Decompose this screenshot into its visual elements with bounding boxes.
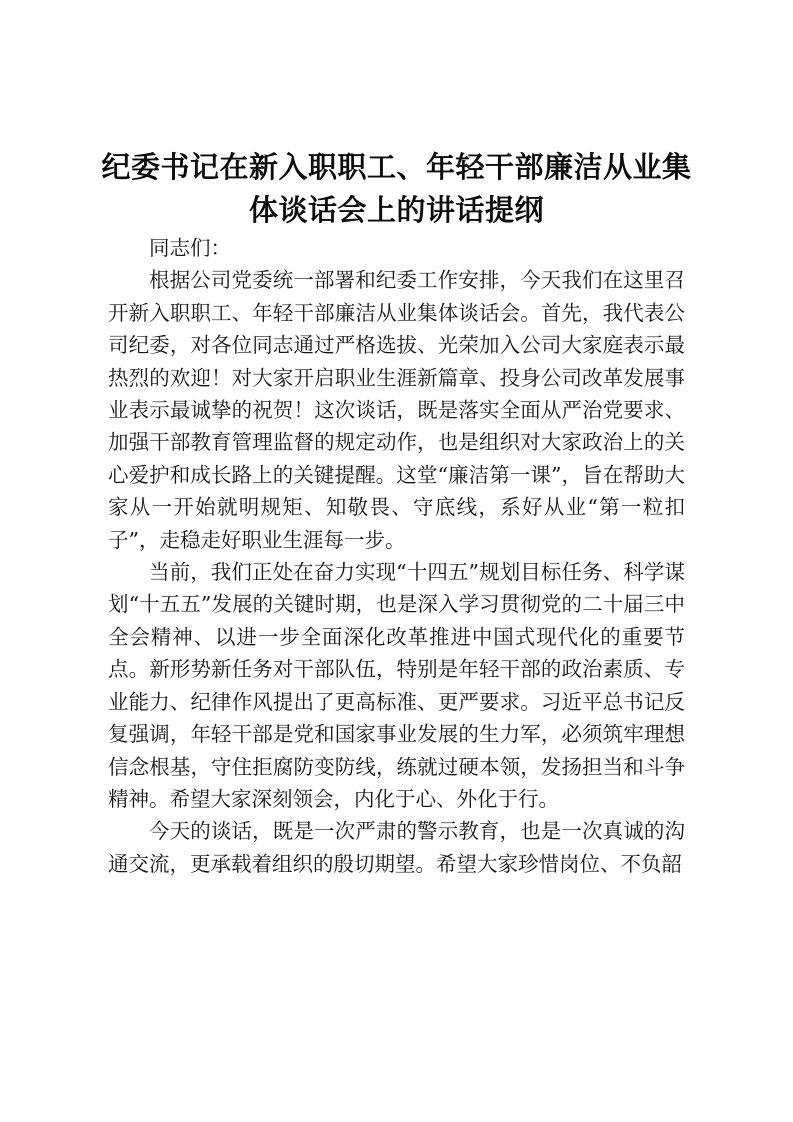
document-title: 纪委书记在新入职职工、年轻干部廉洁从业集体谈话会上的讲话提纲 [101, 150, 692, 227]
paragraph: 当前，我们正处在奋力实现“十四五”规划目标任务、科学谋划“十五五”发展的关键时期，也是深入学习贯彻党的二十届三中全会精神、以进一步全面深化改革推进中国式现代化的重要节点。新形势新任务对干部队伍，特别是年轻干部的政治素质、专业能力、纪律作风提出了更高标准、更严要求。习近平总书记反复强调，年轻干部是党和国家事业发展的生力军，必须筑牢理想信念根基，守住拒腐防变防线，练就过硬本领，发扬担当和斗争精神。希望大家深刻领会，内化于心、外化于行。 [108, 560, 685, 811]
paragraph: 今天的谈话，既是一次严肃的警示教育，也是一次真诚的沟通交流，更承载着组织的殷切期望。希望大家珍惜岗位、不负韶 [108, 819, 685, 876]
document-body [108, 232, 685, 880]
paragraph: 根据公司党委统一部署和纪委工作安排，今天我们在这里召开新入职职工、年轻干部廉洁从业集体谈话会。首先，我代表公司纪委，对各位同志通过严格选拔、光荣加入公司大家庭表示最热烈的欢迎！对大家开启职业生涯新篇章、投身公司改革发展事业表示最诚挚的祝贺！这次谈话，既是落实全面从严治党要求、加强干部教育管理监督的规定动作，也是组织对大家政治上的关心爱护和成长路上的关键提醒。这堂“廉洁第一课”，旨在帮助大家从一开始就明规矩、知敬畏、守底线，系好从业“第一粒扣子”，走稳走好职业生涯每一步。 [108, 268, 685, 552]
salutation: 同志们： [149, 236, 231, 260]
